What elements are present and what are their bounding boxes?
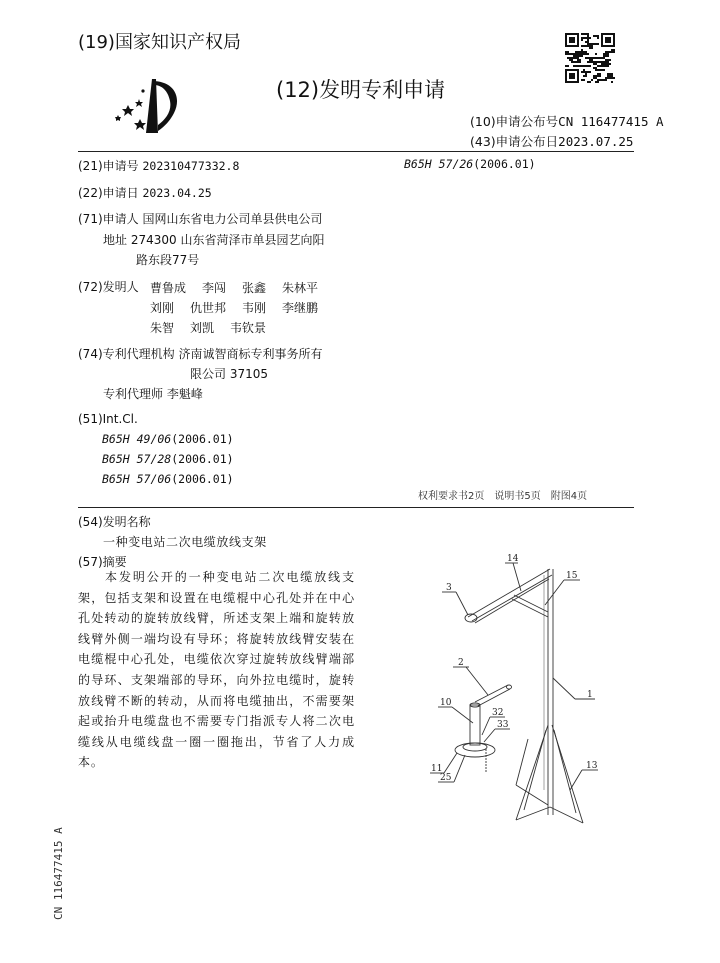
qr-module <box>613 51 615 53</box>
qr-module <box>597 73 599 75</box>
qr-module <box>601 63 603 65</box>
qr-module <box>573 55 575 57</box>
qr-module <box>581 37 583 39</box>
qr-module <box>571 53 573 55</box>
qr-module <box>573 61 575 63</box>
qr-module <box>581 71 583 73</box>
disc-inner <box>463 743 487 751</box>
qr-module <box>583 71 585 73</box>
base-line <box>516 807 550 820</box>
qr-module <box>583 37 585 39</box>
qr-module <box>567 65 569 67</box>
star-icon <box>141 89 144 92</box>
qr-module <box>589 43 591 45</box>
qr-module <box>581 33 583 35</box>
qr-module <box>585 45 587 47</box>
qr-module <box>597 79 599 81</box>
qr-module <box>589 59 591 61</box>
qr-module <box>567 57 569 59</box>
qr-module <box>587 41 589 43</box>
qr-module <box>595 57 597 59</box>
publication-date: 2023.07.25 <box>558 134 634 149</box>
qr-module <box>601 61 603 63</box>
qr-module <box>585 41 587 43</box>
qr-module <box>603 79 605 81</box>
filing-date: 2023.04.25 <box>142 186 212 200</box>
qr-module <box>587 57 589 59</box>
qr-module <box>591 79 593 81</box>
leader <box>466 667 488 695</box>
qr-module <box>605 77 607 79</box>
applicant-row <box>78 210 322 227</box>
qr-module <box>591 59 593 61</box>
star-icon <box>134 119 146 130</box>
publication-date-label: (43)申请公布日 <box>470 134 559 149</box>
qr-module <box>569 57 571 59</box>
qr-module <box>573 65 575 67</box>
qr-module <box>605 79 607 81</box>
qr-module <box>583 75 585 77</box>
qr-module <box>575 53 577 55</box>
qr-module <box>599 73 601 75</box>
qr-module <box>589 45 591 47</box>
arm-ring <box>507 685 512 689</box>
qr-module <box>591 57 593 59</box>
qr-module <box>585 73 587 75</box>
agent-label: 专利代理师 <box>103 387 164 401</box>
intcl-version: (2006.01) <box>171 432 234 446</box>
publication-number: CN 116477415 A <box>558 114 664 129</box>
qr-module <box>613 77 615 79</box>
qr-module <box>601 79 603 81</box>
qr-module <box>607 75 609 77</box>
logo-stroke-1 <box>146 79 158 133</box>
qr-module <box>603 55 605 57</box>
qr-module <box>571 59 573 61</box>
qr-module <box>569 73 575 79</box>
publication-number-row <box>470 112 664 130</box>
agency-line-2: 限公司 37105 <box>190 367 268 381</box>
qr-module <box>573 57 575 59</box>
qr-module <box>575 61 577 63</box>
qr-module <box>589 71 591 73</box>
qr-module <box>599 65 601 67</box>
qr-module <box>609 75 611 77</box>
qr-module <box>585 53 587 55</box>
qr-module <box>585 33 587 35</box>
star-icon <box>115 115 121 121</box>
leader <box>570 770 582 790</box>
qr-module <box>575 65 577 67</box>
qr-module <box>593 35 595 37</box>
qr-module <box>587 53 589 55</box>
qr-module <box>583 53 585 55</box>
inventor: 韦刚 <box>242 301 267 315</box>
office-name: (19)国家知识产权局 <box>78 32 241 53</box>
qr-module <box>577 53 579 55</box>
inventor: 朱智 <box>150 321 175 335</box>
agent-name: 李魁峰 <box>166 387 203 401</box>
qr-module <box>577 51 579 53</box>
intcl-version: (2006.01) <box>171 472 234 486</box>
figure-label: 11 <box>431 764 443 774</box>
qr-module <box>581 65 583 67</box>
title-label: (54)发明名称 <box>78 515 151 529</box>
qr-module <box>595 69 597 71</box>
qr-module <box>599 69 601 71</box>
qr-module <box>609 77 611 79</box>
qr-module <box>595 43 597 45</box>
inventor: 张鑫 <box>242 281 267 295</box>
qr-module <box>603 65 605 67</box>
qr-module <box>597 61 599 63</box>
qr-module <box>599 79 601 81</box>
qr-module <box>607 61 609 63</box>
qr-module <box>595 75 597 77</box>
qr-module <box>605 59 607 61</box>
qr-module <box>587 71 589 73</box>
qr-module <box>605 37 611 43</box>
intcl-label: (51)Int.Cl. <box>78 412 138 426</box>
leader <box>553 678 575 699</box>
qr-module <box>569 37 575 43</box>
brace-line <box>512 599 548 617</box>
inventor: 刘刚 <box>150 301 175 315</box>
qr-module <box>565 65 567 67</box>
intcl-code: B65H 57/06 <box>102 472 172 486</box>
qr-module <box>597 35 599 37</box>
qr-module <box>565 51 567 53</box>
ipc-main-row <box>404 157 536 171</box>
arm-line <box>475 579 549 623</box>
qr-module <box>597 65 599 67</box>
qr-module <box>609 51 611 53</box>
qr-module <box>581 79 583 81</box>
qr-module <box>587 37 589 39</box>
inventors-label: (72)发明人 <box>78 280 139 294</box>
invention-title: 一种变电站二次电缆放线支架 <box>103 535 267 549</box>
qr-module <box>577 65 579 67</box>
qr-module <box>611 75 613 77</box>
qr-module <box>581 51 583 53</box>
intcl-version: (2006.01) <box>171 452 234 466</box>
qr-module <box>597 69 599 71</box>
intcl-row <box>102 432 234 446</box>
qr-module <box>593 43 595 45</box>
qr-module <box>573 53 575 55</box>
qr-module <box>587 43 589 45</box>
address-row <box>103 231 324 248</box>
qr-module <box>579 59 581 61</box>
cnipa-logo <box>112 75 182 137</box>
qr-module <box>597 75 599 77</box>
arm-line <box>468 569 550 617</box>
qr-module <box>587 81 589 83</box>
qr-module <box>571 57 573 59</box>
base-line <box>516 785 548 805</box>
rotating-arm <box>475 685 508 702</box>
qr-module <box>589 61 591 63</box>
qr-module <box>607 77 609 79</box>
ipc-main-version: (2006.01) <box>473 157 536 171</box>
figure-label: 2 <box>458 658 464 668</box>
address-label: 地址 <box>103 233 128 247</box>
qr-module <box>595 61 597 63</box>
base-line <box>516 739 528 785</box>
qr-module <box>607 59 609 61</box>
application-number-label: (21)申请号 <box>78 159 139 173</box>
ipc-main-code: B65H 57/26 <box>404 157 474 171</box>
qr-module <box>581 49 583 51</box>
spindle <box>470 705 480 745</box>
qr-module <box>589 81 591 83</box>
qr-module <box>601 69 603 71</box>
qr-module <box>609 63 611 65</box>
inventors-list <box>150 278 370 338</box>
qr-module <box>595 81 597 83</box>
qr-module <box>601 57 603 59</box>
figure-label: 15 <box>566 571 578 581</box>
qr-module <box>579 61 581 63</box>
qr-module <box>579 65 581 67</box>
qr-module <box>611 77 613 79</box>
qr-module <box>611 81 613 83</box>
inventor: 韦钦景 <box>230 321 267 335</box>
applicant-name: 国网山东省电力公司单县供电公司 <box>142 212 323 226</box>
qr-module <box>575 57 577 59</box>
qr-module <box>611 51 613 53</box>
qr-module <box>589 57 591 59</box>
qr-module <box>579 51 581 53</box>
publication-number-label: (10)申请公布号 <box>470 114 559 129</box>
qr-module <box>599 75 601 77</box>
figure-label: 1 <box>587 690 593 700</box>
brace-line <box>514 595 548 612</box>
qr-module <box>587 45 589 47</box>
qr-module <box>595 53 597 55</box>
inventor: 朱林平 <box>282 281 319 295</box>
qr-module <box>593 61 595 63</box>
agency-line-1: 济南诚智商标专利事务所有 <box>178 347 323 361</box>
inventor: 刘凯 <box>190 321 215 335</box>
intcl-row <box>102 472 234 486</box>
side-publication-number: CN 116477415 A <box>52 827 65 920</box>
figure-label: 32 <box>492 708 504 718</box>
qr-module <box>597 37 599 39</box>
qr-module <box>571 61 573 63</box>
qr-module <box>603 53 605 55</box>
intcl-row <box>102 452 234 466</box>
qr-module <box>587 61 589 63</box>
qr-module <box>583 65 585 67</box>
qr-module <box>583 33 585 35</box>
intcl-code: B65H 49/06 <box>102 432 172 446</box>
qr-module <box>605 61 607 63</box>
address-line-1: 274300 山东省菏泽市单县园艺向阳 <box>130 233 325 247</box>
filing-date-label: (22)申请日 <box>78 186 139 200</box>
figure-label: 3 <box>446 583 452 593</box>
qr-module <box>585 57 587 59</box>
qr-module <box>603 63 605 65</box>
qr-module <box>583 69 585 71</box>
qr-module <box>575 51 577 53</box>
qr-module <box>607 51 609 53</box>
application-number: 202310477332.8 <box>142 159 240 173</box>
qr-module <box>577 61 579 63</box>
qr-module <box>603 57 605 59</box>
arm-line <box>472 575 552 621</box>
inventor: 李继鹏 <box>282 301 319 315</box>
inventor: 仇世邦 <box>190 301 227 315</box>
qr-module <box>591 61 593 63</box>
qr-module <box>597 43 599 45</box>
qr-module <box>587 33 589 35</box>
qr-module <box>593 67 595 69</box>
qr-module <box>611 73 613 75</box>
biblio-divider <box>78 507 634 508</box>
qr-module <box>581 55 583 57</box>
qr-module <box>585 75 587 77</box>
qr-module <box>609 59 611 61</box>
leader <box>444 753 457 773</box>
address-line-2: 路东段77号 <box>136 253 200 267</box>
qr-module <box>585 37 587 39</box>
leader <box>484 729 495 742</box>
document-type-title: (12)发明专利申请 <box>276 78 446 102</box>
qr-module <box>583 79 585 81</box>
qr-module <box>581 53 583 55</box>
qr-module <box>589 47 591 49</box>
leader <box>482 717 490 735</box>
qr-module <box>591 45 593 47</box>
qr-module <box>595 67 597 69</box>
abstract-text <box>78 567 355 773</box>
qr-module <box>583 51 585 53</box>
qr-module <box>609 73 611 75</box>
qr-module <box>577 57 579 59</box>
qr-module <box>587 65 589 67</box>
qr-module <box>605 55 607 57</box>
star-icon <box>135 99 143 107</box>
leader <box>513 563 521 591</box>
qr-module <box>597 57 599 59</box>
abstract-body: 本发明公开的一种变电站二次电缆放线支架，包括支架和设置在电缆棍中心孔处并在中心孔处转动的旋转放线臂，所述支架上端和旋转放线臂外侧一端均设有导环；将旋转放线臂安装在电缆棍中心孔处，电缆依次穿过旋转放线臂端部的导环、支架端部的导环，向外拉电缆时，旋转放线臂不断的转动，从而将电缆抽出，不需要架起或抬升电缆盘也不需要专门指派专人将二次电缆线从电缆线盘一圈一圈拖出，节省了人力成本。 <box>78 570 355 770</box>
publication-date-row <box>470 132 633 150</box>
intcl-code: B65H 57/28 <box>102 452 172 466</box>
applicant-label: (71)申请人 <box>78 212 139 226</box>
leader <box>456 592 468 615</box>
qr-code[interactable] <box>565 33 615 83</box>
qr-module <box>567 51 569 53</box>
qr-module <box>607 73 609 75</box>
qr-module <box>607 55 609 57</box>
qr-module <box>599 57 601 59</box>
qr-module <box>575 55 577 57</box>
qr-module <box>601 65 603 67</box>
qr-module <box>595 77 597 79</box>
application-number-row <box>78 157 239 174</box>
qr-module <box>569 59 571 61</box>
qr-module <box>589 65 591 67</box>
agency-row <box>78 345 322 362</box>
abstract-figure <box>420 545 620 835</box>
page-counts: 权利要求书2页 说明书5页 附图4页 <box>418 491 588 502</box>
qr-module <box>593 63 595 65</box>
qr-module <box>581 45 583 47</box>
header-divider <box>78 151 634 152</box>
qr-module <box>603 69 605 71</box>
qr-module <box>611 49 613 51</box>
qr-module <box>599 61 601 63</box>
qr-module <box>595 63 597 65</box>
inventor: 李闯 <box>202 281 227 295</box>
qr-module <box>581 39 583 41</box>
filing-date-row <box>78 184 212 201</box>
qr-module <box>593 57 595 59</box>
qr-module <box>597 81 599 83</box>
qr-module <box>565 53 567 55</box>
qr-module <box>593 75 595 77</box>
qr-module <box>591 47 593 49</box>
figure-label: 33 <box>497 720 509 730</box>
base-line <box>550 807 583 823</box>
qr-module <box>613 49 615 51</box>
qr-module <box>603 61 605 63</box>
agent-row <box>103 385 203 402</box>
qr-module <box>587 39 589 41</box>
star-icon <box>122 105 134 116</box>
base-line <box>554 730 576 813</box>
abstract-label: (57)摘要 <box>78 555 127 569</box>
qr-module <box>605 65 607 67</box>
qr-module <box>577 59 579 61</box>
qr-module <box>605 63 607 65</box>
qr-module <box>585 71 587 73</box>
qr-module <box>607 63 609 65</box>
qr-module <box>577 55 579 57</box>
qr-module <box>585 65 587 67</box>
leader <box>454 755 465 782</box>
qr-module <box>595 35 597 37</box>
qr-module <box>587 35 589 37</box>
inventor: 曹鲁成 <box>150 281 187 295</box>
qr-module <box>607 53 609 55</box>
figure-label: 14 <box>507 554 519 564</box>
qr-module <box>579 53 581 55</box>
figure-label: 25 <box>440 773 452 783</box>
qr-module <box>583 45 585 47</box>
qr-module <box>579 55 581 57</box>
agency-label: (74)专利代理机构 <box>78 347 175 361</box>
qr-module <box>605 51 607 53</box>
figure-label: 13 <box>586 761 598 771</box>
qr-module <box>589 37 591 39</box>
qr-module <box>605 53 607 55</box>
figure-label: 10 <box>440 698 452 708</box>
qr-module <box>607 65 609 67</box>
qr-module <box>593 77 595 79</box>
qr-module <box>591 43 593 45</box>
qr-module <box>569 53 571 55</box>
qr-module <box>585 51 587 53</box>
qr-module <box>567 53 569 55</box>
